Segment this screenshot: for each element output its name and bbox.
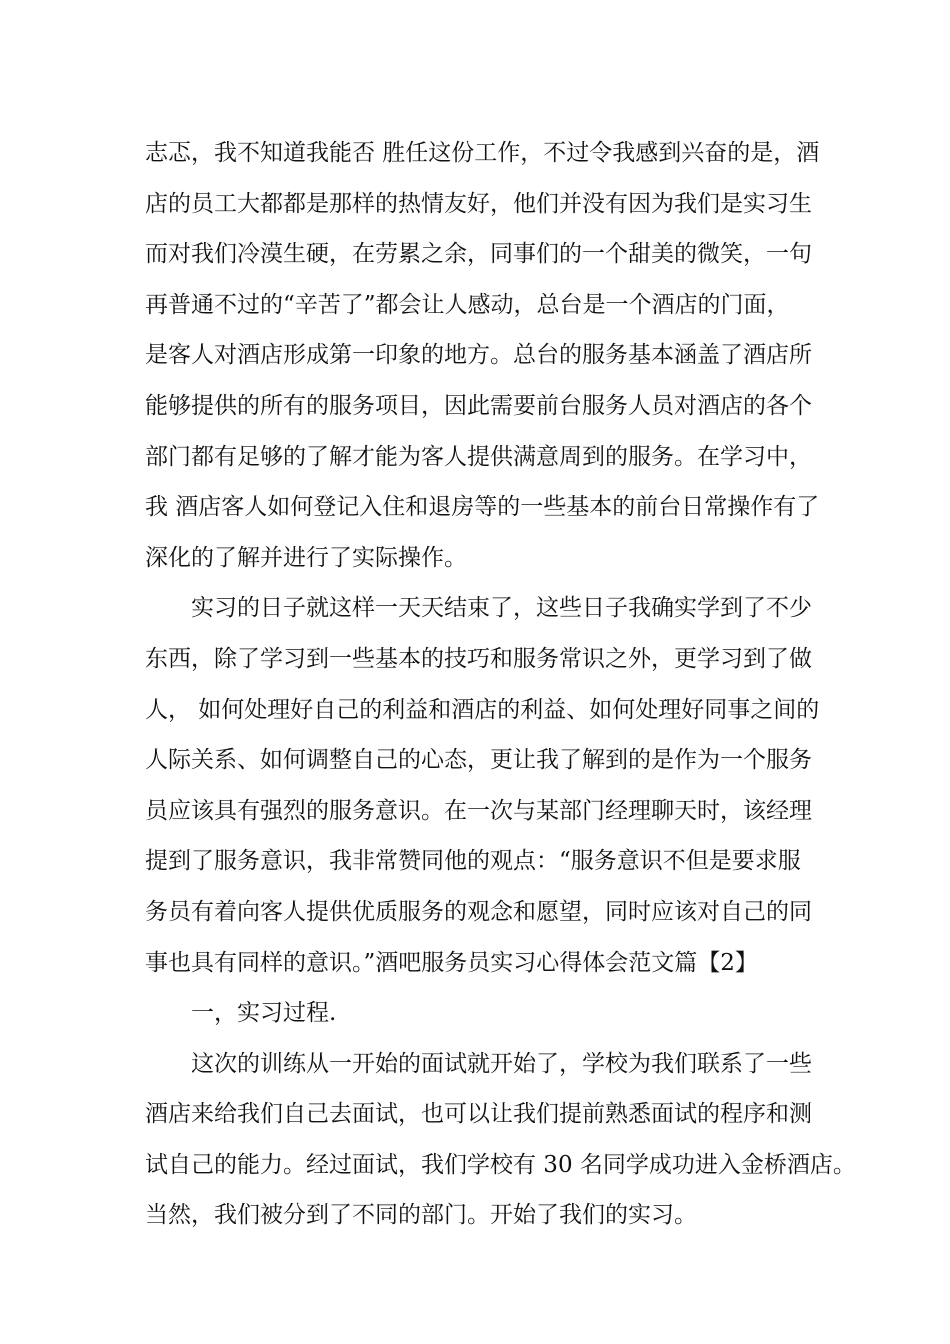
text-line: 东西，除了学习到一些基本的技巧和服务常识之外，更学习到了做 [145,645,812,672]
text-line: 这次的训练从一开始的面试就开始了，学校为我们联系了一些 [191,1050,812,1077]
text-line: 再普通不过的“辛苦了”都会让人感动，总台是一个酒店的门面， [145,291,790,318]
text-line: 而对我们冷漠生硬，在劳累之余，同事们的一个甜美的微笑，一句 [145,241,812,268]
paragraph [145,1039,856,1241]
text-line: 务员有着向客人提供优质服务的观念和愿望，同时应该对自己的同 [145,898,812,925]
text-line: 深化的了解并进行了实际操作。 [145,544,467,571]
text-line: 酒店来给我们自己去面试，也可以让我们提前熟悉面试的程序和测 [145,1101,812,1128]
document-body [145,128,856,1241]
text-line: 员应该具有强烈的服务意识。在一次与某部门经理聊天时，该经理 [145,797,812,824]
text-line: 能够提供的所有的服务项目，因此需要前台服务人员对酒店的各个 [145,392,812,419]
text-line: 人际关系、如何调整自己的心态，更让我了解到的是作为一个服务 [145,747,812,774]
text-line: 是客人对酒店形成第一印象的地方。总台的服务基本涵盖了酒店所 [145,342,812,369]
paragraph [145,583,820,988]
text-line: 我 酒店客人如何登记入住和退房等的一些基本的前台日常操作有了 [145,494,820,521]
text-line: 提到了服务意识，我非常赞同他的观点：“服务意识不但是要求服 [145,848,801,875]
text-line: 人， 如何处理好自己的利益和酒店的利益、如何处理好同事之间的 [145,696,820,723]
text-line: 当然，我们被分到了不同的部门。开始了我们的实习。 [145,1202,697,1229]
paragraph [145,128,820,583]
text-line: 部门都有足够的了解才能为客人提供满意周到的服务。在学习中， [145,443,812,470]
text-line: 事也具有同样的意识。”酒吧服务员实习心得体会范文篇【2】 [145,949,758,976]
text-line: 店的员工大都都是那样的热情友好，他们并没有因为我们是实习生 [145,190,812,217]
section-heading [145,988,815,1039]
text-line: 志忑，我不知道我能否 胜任这份工作，不过令我感到兴奋的是，酒 [145,140,820,166]
text-line: 一，实习过程. [191,1000,337,1027]
text-line: 试自己的能力。经过面试，我们学校有 30 名同学成功进入金桥酒店。 [145,1151,856,1178]
text-line: 实习的日子就这样一天天结束了，这些日子我确实学到了不少 [191,595,812,622]
